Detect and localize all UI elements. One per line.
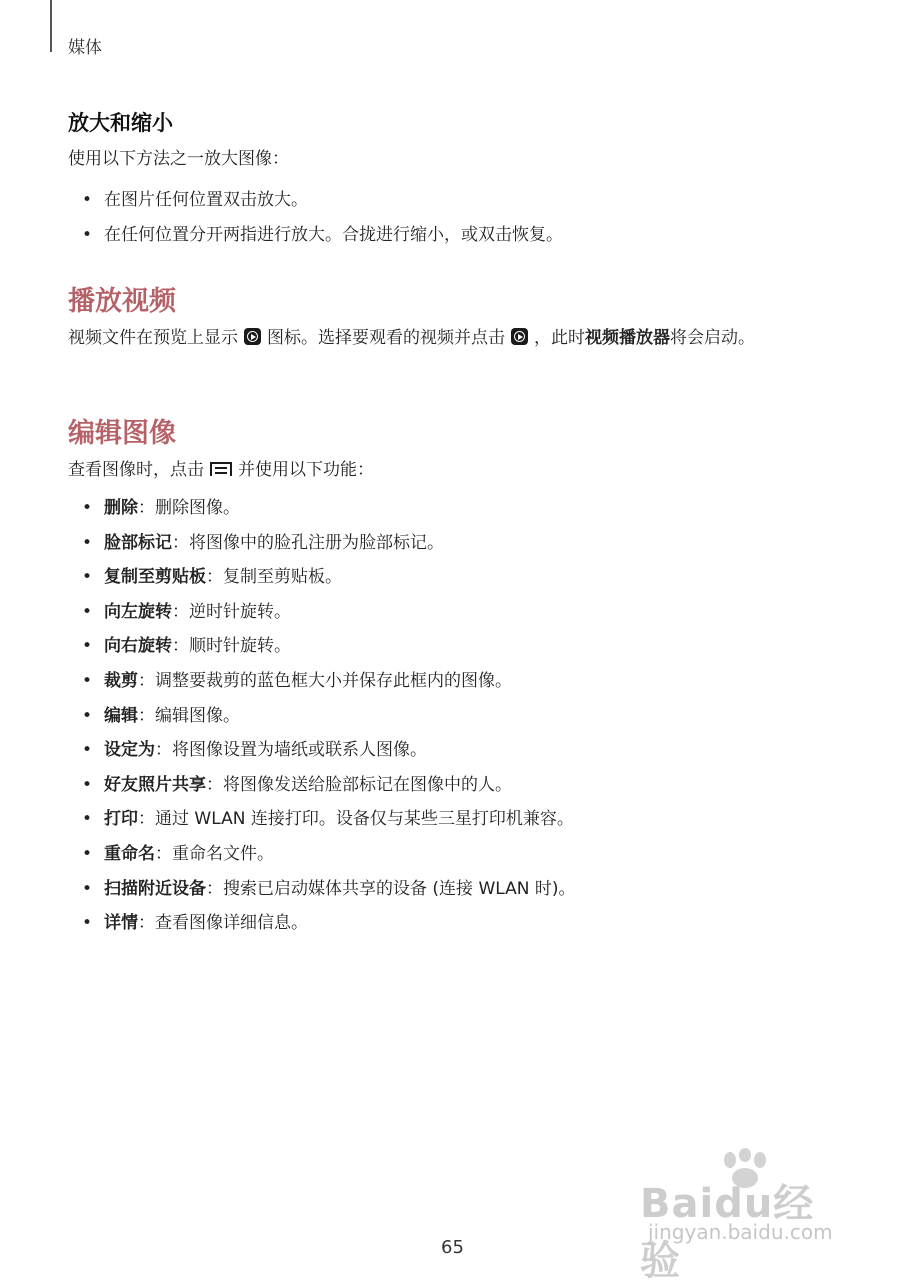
item-term: 脸部标记 — [104, 532, 172, 553]
item-term: 设定为 — [104, 740, 155, 761]
bullet: • — [82, 740, 93, 761]
page-number: 65 — [441, 1237, 464, 1258]
item-desc: ：调整要裁剪的蓝色框大小并保存此框内的图像。 — [138, 670, 512, 691]
edit-intro — [68, 456, 838, 484]
item-desc: ：逆时针旋转。 — [172, 601, 291, 622]
item-desc: ：通过 WLAN 连接打印。设备仅与某些三星打印机兼容。 — [138, 809, 574, 830]
list-item — [68, 667, 576, 702]
bullet: • — [82, 705, 93, 726]
play-video-paragraph — [68, 324, 838, 352]
zoom-heading: 放大和缩小 — [68, 111, 173, 135]
watermark-url: jingyan.baidu.com — [648, 1220, 833, 1244]
item-desc: ：删除图像。 — [138, 498, 240, 518]
header-rule — [50, 0, 52, 52]
item-term: 详情 — [104, 913, 138, 934]
item-desc: ：顺时针旋转。 — [172, 636, 291, 657]
edit-image-heading: 编辑图像 — [68, 418, 176, 449]
bullet: • — [82, 636, 93, 657]
list-item — [68, 563, 576, 598]
item-term: 编辑 — [104, 705, 138, 726]
list-item-text: 在任何位置分开两指进行放大。合拢进行缩小，或双击恢复。 — [104, 224, 563, 245]
list-item — [68, 494, 576, 529]
list-item — [68, 909, 576, 944]
video-text-1: 视频文件在预览上显示 — [68, 328, 238, 348]
item-desc: ：搜索已启动媒体共享的设备 (连接 WLAN 时)。 — [206, 878, 576, 899]
play-video-heading: 播放视频 — [68, 286, 176, 317]
item-term: 裁剪 — [104, 670, 138, 691]
item-term: 复制至剪贴板 — [104, 567, 206, 588]
bullet: • — [82, 843, 93, 864]
list-item — [68, 771, 576, 806]
list-item — [68, 632, 576, 667]
item-desc: ：将图像中的脸孔注册为脸部标记。 — [172, 532, 444, 553]
item-desc: ：重命名文件。 — [155, 843, 274, 864]
bullet: • — [82, 532, 93, 553]
header-section-label: 媒体 — [68, 38, 102, 58]
item-term: 打印 — [104, 809, 138, 830]
bullet: • — [82, 670, 93, 691]
edit-intro-2: 并使用以下功能： — [238, 460, 374, 480]
item-desc: ：将图像设置为墙纸或联系人图像。 — [155, 740, 427, 761]
video-text-2: 图标。选择要观看的视频并点击 — [267, 328, 505, 348]
item-term: 向右旋转 — [104, 636, 172, 657]
item-term: 扫描附近设备 — [104, 878, 206, 899]
video-text-4: 将会启动。 — [670, 328, 755, 348]
play-icon — [244, 328, 261, 345]
edit-intro-1: 查看图像时，点击 — [68, 460, 204, 480]
bullet: • — [82, 878, 93, 899]
bullet: • — [82, 913, 93, 934]
list-item — [68, 221, 563, 256]
baidu-watermark — [640, 1148, 855, 1284]
menu-icon — [210, 462, 232, 476]
bullet: • — [82, 224, 93, 245]
bullet: • — [82, 498, 93, 518]
item-term: 向左旋转 — [104, 601, 172, 622]
item-term: 重命名 — [104, 843, 155, 864]
zoom-list — [68, 186, 563, 255]
video-player-term: 视频播放器 — [585, 328, 670, 348]
bullet: • — [82, 190, 93, 210]
zoom-intro: 使用以下方法之一放大图像： — [68, 149, 289, 169]
list-item — [68, 840, 576, 875]
list-item — [68, 598, 576, 633]
bullet: • — [82, 601, 93, 622]
item-term: 好友照片共享 — [104, 774, 206, 795]
list-item — [68, 875, 576, 910]
list-item-text: 在图片任何位置双击放大。 — [104, 190, 308, 210]
list-item — [68, 186, 563, 221]
list-item — [68, 529, 576, 564]
bullet: • — [82, 774, 93, 795]
list-item — [68, 736, 576, 771]
video-text-3: ，此时 — [534, 328, 585, 348]
bullet: • — [82, 809, 93, 830]
watermark-brand: Baidu经验 — [640, 1181, 815, 1284]
item-desc: ：编辑图像。 — [138, 705, 240, 726]
item-term: 删除 — [104, 498, 138, 518]
item-desc: ：复制至剪贴板。 — [206, 567, 342, 588]
item-desc: ：将图像发送给脸部标记在图像中的人。 — [206, 774, 512, 795]
list-item — [68, 805, 576, 840]
play-icon — [511, 328, 528, 345]
list-item — [68, 702, 576, 737]
edit-function-list — [68, 494, 576, 944]
bullet: • — [82, 567, 93, 588]
item-desc: ：查看图像详细信息。 — [138, 913, 308, 934]
